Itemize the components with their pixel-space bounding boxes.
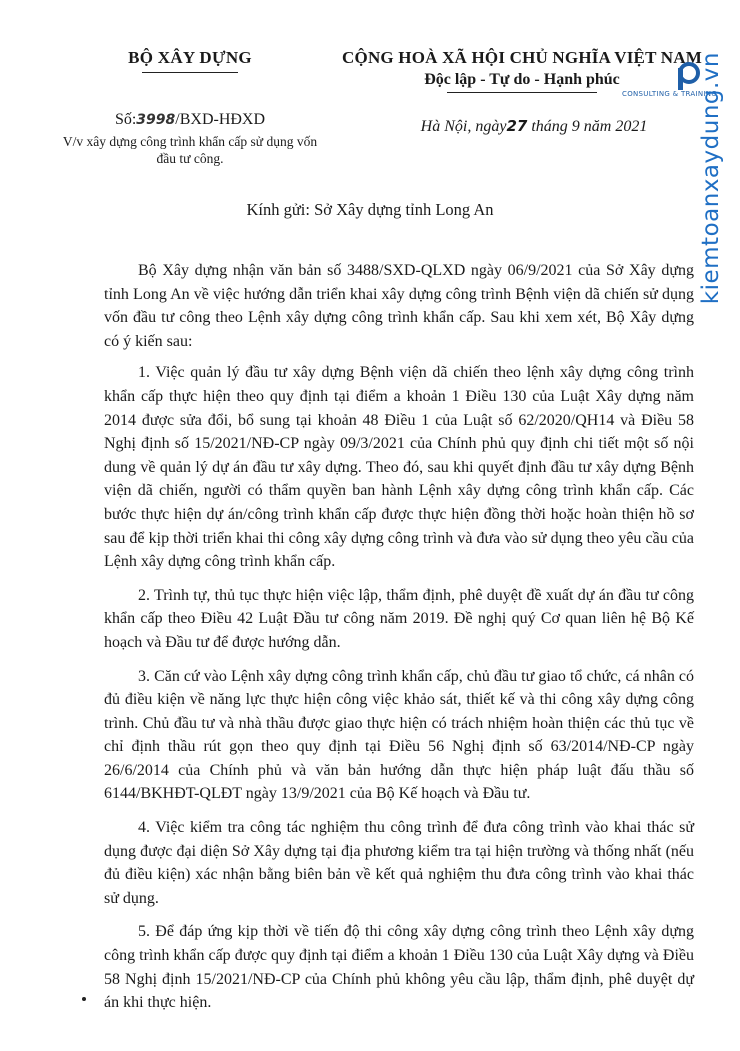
watermark-site: kiemtoanxaydung.vn — [698, 52, 724, 305]
stray-mark — [82, 997, 86, 1001]
agency-underline — [142, 72, 238, 73]
nation-title: CỘNG HOÀ XÃ HỘI CHỦ NGHĨA VIỆT NAM — [342, 48, 702, 67]
paragraph-item-2: 2. Trình tự, thủ tục thực hiện việc lập, thẩm định, phê duyệt đề xuất dự án đầu tư công khẩn cấp theo Điều 42 Luật Đầu tư công năm 2019. Đề nghị quý Cơ quan liên hệ Bộ Kế hoạch và Đầu tư để được hướng dẫn. — [104, 586, 694, 651]
doc-no-suffix: /BXD-HĐXD — [175, 111, 266, 128]
recipient-line: Kính gửi: Sở Xây dựng tỉnh Long An — [246, 200, 494, 219]
watermark-tagline: CONSULTING & TRAINING — [622, 90, 718, 98]
place-date — [330, 117, 714, 136]
agency-name: BỘ XÂY DỰNG — [128, 48, 252, 67]
watermark — [622, 50, 736, 305]
doc-no-prefix: Số: — [114, 111, 137, 128]
paragraph-intro: Bộ Xây dựng nhận văn bản số 3488/SXD-QLXD ngày 06/9/2021 của Sở Xây dựng tỉnh Long An về việc hướng dẫn triển khai xây dựng công trình Bệnh viện dã chiến sử dụng vốn đầu tư công theo Lệnh xây dựng công trình khẩn cấp. Sau khi xem xét, Bộ Xây dựng có ý kiến sau: — [104, 262, 694, 350]
place-date-prefix: Hà Nội, ngày — [420, 118, 507, 135]
document-number — [60, 111, 320, 129]
day-handwritten: 27 — [506, 117, 528, 135]
paragraph-item-4: 4. Việc kiểm tra công tác nghiệm thu công trình để đưa công trình vào khai thác sử dụng được đại diện Sở Xây dựng tại địa phương kiểm tra tại hiện trường và thống nhất (nếu đủ điều kiện) xác nhận bằng biên bản về kết quả nghiệm thu đưa công trình vào khai thác sử dụng. — [104, 819, 694, 907]
paragraph-item-3: 3. Căn cứ vào Lệnh xây dựng công trình khẩn cấp, chủ đầu tư giao tổ chức, cá nhân có đủ điều kiện về năng lực thực hiện công việc khảo sát, thiết kế và thi công xây dựng công trình. Chủ đầu tư và nhà thầu được giao thực hiện có trách nhiệm hoàn thiện các thủ tục về chỉ định thầu rút gọn theo quy định tại Điều 56 Nghị định số 63/2014/NĐ-CP ngày 26/6/2014 của Chính phủ và văn bản hướng dẫn thực hiện pháp luật đấu thầu số 6144/BKHĐT-QLĐT ngày 13/9/2021 của Bộ Kế hoạch và Đầu tư. — [104, 667, 694, 803]
place-date-suffix: tháng 9 năm 2021 — [527, 118, 648, 135]
motto-underline — [447, 92, 597, 93]
national-motto: Độc lập - Tự do - Hạnh phúc — [424, 71, 620, 88]
issuing-agency-block — [60, 48, 320, 167]
paragraph-item-5: 5. Để đáp ứng kịp thời về tiến độ thi công xây dựng công trình theo Lệnh xây dựng công trình khẩn cấp được quy định tại điểm a khoản 1 Điều 130 của Luật Xây dựng và Điều 58 Nghị định 15/2021/NĐ-CP của Chính phủ không yêu cầu lập, thẩm định, phê duyệt dự án khi thực hiện. — [104, 923, 694, 1012]
paragraph-item-1: 1. Việc quản lý đầu tư xây dựng Bệnh viện dã chiến theo lệnh xây dựng công trình khẩn cấp thực hiện theo quy định tại điểm a khoản 1 Điều 130 của Luật Xây dựng năm 2014 được sửa đổi, bổ sung tại khoản 48 Điều 1 của Luật số 62/2020/QH14 và Điều 58 Nghị định số 15/2021/NĐ-CP ngày 09/3/2021 của Chính phủ quy định chi tiết một số nội dung về quản lý dự án đầu tư xây dựng. Theo đó, sau khi quyết định đầu tư xây dựng Bệnh viện dã chiến, người có thẩm quyền ban hành Lệnh xây dựng công trình khẩn cấp. Các bước thực hiện dự án/công trình khẩn cấp được thực hiện đồng thời hoặc hoàn thiện hồ sơ sau để kịp thời triển khai thi công xây dựng công trình và đưa vào sử dụng theo yêu cầu của Lệnh xây dựng công trình khẩn cấp. — [104, 364, 694, 571]
document-subject: V/v xây dựng công trình khẩn cấp sử dụng vốn đầu tư công. — [62, 134, 318, 166]
watermark-logo-icon — [678, 62, 700, 90]
doc-no-handwritten: 3998 — [136, 112, 176, 128]
letter-body — [104, 259, 694, 1025]
